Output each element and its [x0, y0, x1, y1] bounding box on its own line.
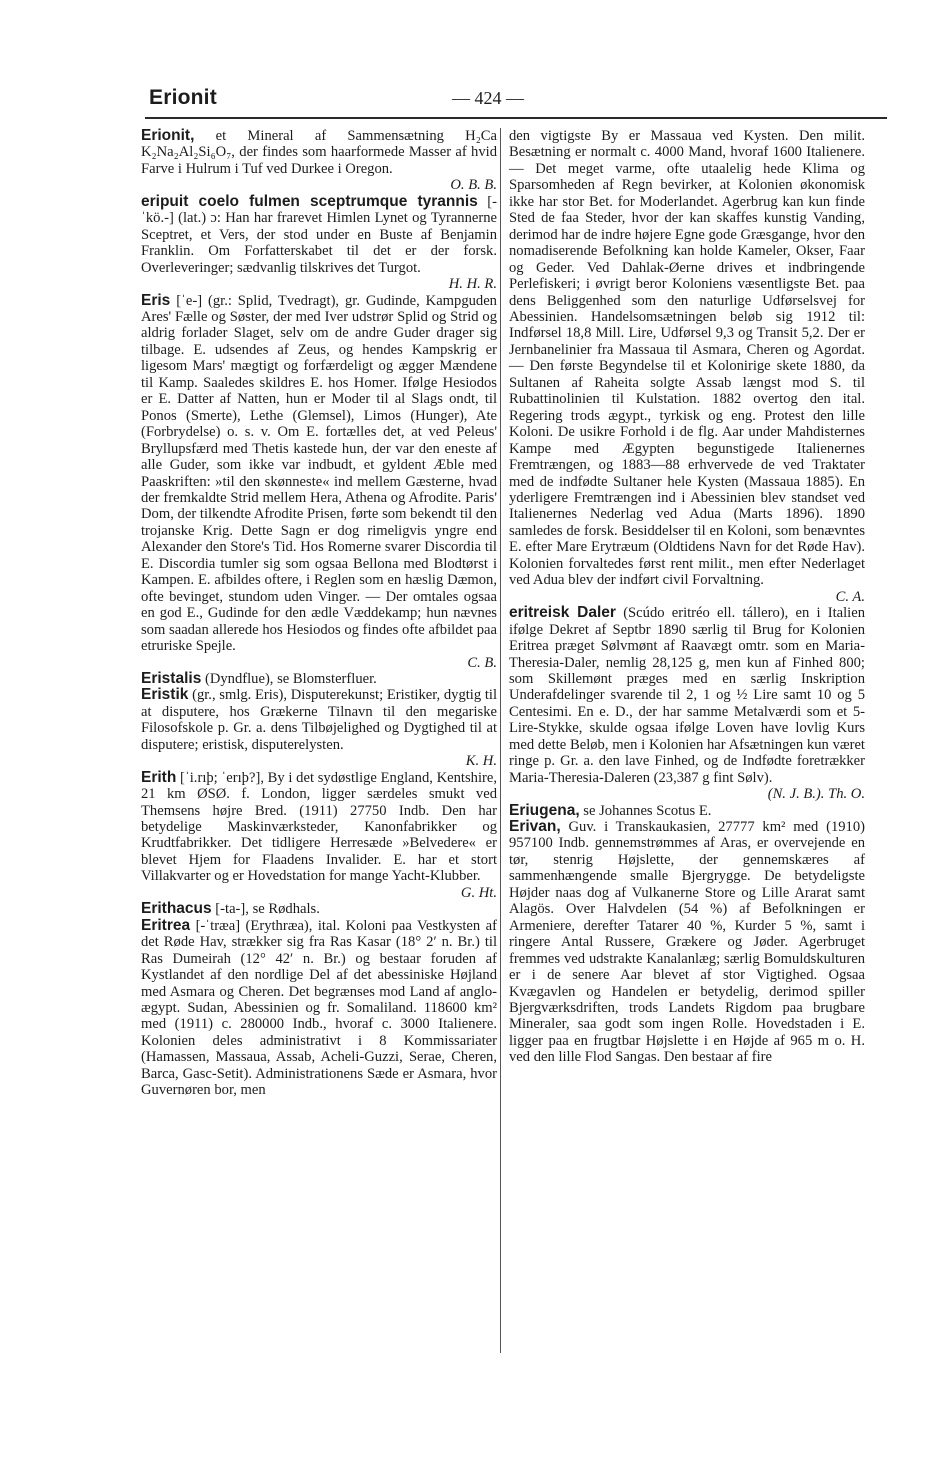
entry-signature: (N. J. B.). Th. O.: [767, 786, 865, 803]
right-column: [509, 128, 865, 1066]
entry-text: (Dyndflue), se Blomsterfluer.: [204, 670, 377, 687]
entry-headword: eritreisk Daler: [509, 604, 616, 622]
entry-headword: Erionit,: [141, 127, 195, 144]
entry-text: [ˈi.rıþ; ˈerıþ?], By i det sydøstlige England, Kentshire, 21 km ØSØ. f. London, ligger særdeles smukt ved Themsens højre Bred. (1911) 27750 Indb. Den har betydelige Maskinværksteder, Kanonfabrikker og Krudtfabrikker. Det tidligere Herresæde »Belvedere« er blevet Hjem for Flaadens Invalider. E. har et stort Villakvarter og er Hovedstation for mange Yacht-Klubber.: [141, 769, 497, 885]
entry-eristalis: [141, 671, 497, 687]
entry-erith: [141, 770, 497, 902]
entry-eris: [141, 293, 497, 671]
entry-text: [-ˈtræa] (Erythræa), ital. Koloni paa Vestkysten af det Røde Hav, strækker sig fra Ras Kasar (18° 2′ n. Br.) til Ras Dumeirah (12° 42′ n. Br.) og bestaar foruden af Kystlandet af den nordlige Del af det abessiniske Højland med Asmara og Cheren. Det begrænses mod Land af anglo-ægypt. Sudan, Abessinien og fr. Somaliland. 118600 km² med (1911) c. 280000 Indb., hvoraf c. 3000 Italienere. Kolonien deles administrativt i 8 Kommissariater (Hamassen, Massaua, Assab, Acheli-Guzzi, Serae, Cheren, Barca, Gasc-Setit). Administrationens Sæde er Asmara, hvor Guvernøren bor, men: [141, 917, 497, 1099]
entry-signature: C. B.: [467, 654, 497, 671]
entry-text: [-ta-], se Rødhals.: [215, 901, 320, 918]
entry-signature: H. H. R.: [448, 276, 497, 293]
entry-text: (gr., smlg. Eris), Disputerekunst; Eristiker, dygtig til at disputere, hos Grækerne Tilnavn til den megariske Filosofskole p. Gr. a. dens Tilbøjelighed og Dygtighed til at disputere; eristisk, disputerelysten.: [141, 687, 497, 753]
header-rule: [145, 117, 887, 119]
entry-signature: O. B. B.: [450, 177, 497, 194]
entry-signature: C. A.: [835, 588, 865, 605]
entry-eritrea-continued: [509, 128, 865, 605]
entry-signature: K. H.: [465, 753, 497, 770]
entry-eristik: [141, 687, 497, 769]
entry-headword: Eristalis: [141, 669, 202, 687]
entry-text: et Mineral af Sammensætning H₂Ca K₂Na₂Al₂Si₆O₇, der findes som haarformede Masser af hvid Farve i Hulrum i Tuf ved Durkee i Oregon.: [141, 128, 497, 177]
entry-headword: Eriugena,: [509, 801, 580, 819]
entry-headword: Eristik: [141, 686, 189, 704]
entry-headword: Eris: [141, 291, 171, 309]
entry-text: Guv. i Transkaukasien, 27777 km² med (1910) 957100 Indb. gennemstrømmes af Aras, er overvejende en tør, stenrig Højslette, der gennemskæres af sammenhængende smalle Bjergrygge. De betydeligste Højder naas dog af Vulkanerne Store og Lille Ararat samt Alagös. Over Halvdelen (54 %) af Befolkningen er Armeniere, derefter Tatarer 40 %, Kurder 5 %, samt i ringere Antal Russere, Grækere og Jøder. Agerbruget fremmes ved udstrakte Kanalanlæg; særlig Bomuldskulturen er i de senere Aar blevet af stor Vigtighed. Ogsaa Kvægavlen og Handelen er betydelig, derimod spiller Bjergværksdriften, trods Landets Rigdom paa brugbare Mineraler, saa godt som ingen Rolle. Hovedstaden i E. ligger paa en frugtbar Højslette i en Højde af 965 m o. H. ved den lille Flod Sangas. Den bestaar af fire: [509, 819, 865, 1066]
entry-text: [ˈe-] (gr.: Splid, Tvedragt), gr. Gudinde, Kampguden Ares' Fælle og Søster, der med Iver udstrør Splid og Strid og aldrig forlader Slaget, selv om de andre Guder drager sig tilbage. E. udsendes af Zeus, og hendes Kampskrig er ligesom Mars' mægtigt og forfærdeligt og ægger Mændene til Kamp. Saaledes skildres E. hos Homer. Ifølge Hesiodos er E. Datter af Natten, hun er Moder til al Slags ondt, til Ponos (Smerte), Lethe (Glemsel), Limos (Hunger), Ate (Forbrydelse) o. s. v. Om E. fortælles det, at ved Peleus' Bryllupsfærd med Thetis kastede hun, der var den eneste af alle Guder, som ikke var indbudt, et gyldent Æble med Paaskriften: »til den skønneste« ind mellem Gæsterne, hvad der fremkaldte Strid mellem Hera, Athena og Afrodite. Paris' Dom, der tilkendte Afrodite Prisen, førte som bekendt til den trojanske Krig. Dette Sagn er dog rimeligvis yngre end Alexander den Store's Tid. Hos Romerne svarer Discordia til E. Discordia tumler sig som ogsaa Bellona med Blodtørst i Kampen. E. afbildes oftere, i Reglen som en hæslig Dæmon, ofte bevinget, stundom uden Vinger. — Der omtales ogsaa en god E., Gudinde for den ædle Væddekamp; hun nævnes som saadan allerede hos Hesiodos og findes ofte afbildet paa etruriske Spejle.: [141, 292, 497, 655]
entry-text: (Scúdo eritréo ell. tállero), en i Italien ifølge Dekret af Septbr 1890 særlig til Brug for Kolonien Eritrea præget Sølvmønt af Raavægt omtr. som en Maria-Theresia-Daler, nemlig 28,125 g, men kun af Finhed 800; som Skillemønt præges med en særlig Inskription Underafdelinger svarende til 2, 1 og ½ Lire samt 10 og 5 Centesimi. En e. D., der har samme Metalværdi som et 5-Lire-Stykke, skulde ogsaa ifølge Loven have lovlig Kurs med dette Beløb, men i Kolonien har Afsætningen kun været ringe p. Gr. a. den lave Finhed, og de Indfødte foretrækker Maria-Theresia-Daleren (23,387 g fint Sølv).: [509, 605, 865, 786]
entry-eriugena: [509, 803, 865, 819]
entry-eritrea: [141, 918, 497, 1099]
entry-erionit: [141, 128, 497, 194]
entry-text: [-ˈkö.-] (lat.) ɔ: Han har frarevet Himlen Lynet og Tyrannerne Sceptret, et Vers, der stod under en Buste af Benjamin Franklin. Om Forfatterskabet til det er der forsk. Overleveringer; sædvanlig tilskrives det Turgot.: [141, 193, 497, 276]
entry-eritreisk-daler: [509, 605, 865, 802]
entry-headword: Eritrea: [141, 916, 191, 934]
entry-signature: G. Ht.: [460, 884, 497, 901]
entry-erivan: [509, 819, 865, 1066]
entry-headword: eripuit coelo fulmen sceptrumque tyrannis: [141, 192, 478, 210]
entry-headword: Erivan,: [509, 818, 561, 836]
column-divider: [500, 128, 501, 1353]
page-number: — 424 —: [452, 88, 524, 108]
entry-text: den vigtigste By er Massaua ved Kysten. Den milit. Besætning er normalt c. 4000 Mand, hvoraf 1600 Italienere. — Det meget varme, ofte utaalelig hede Klima og Sparsomheden af Regn bevirker, at Kolonien økonomisk ikke har stor Bet. for Moderlandet. Agerbrug kan kun finde Sted de faa Steder, hvor der kan skaffes kunstig Vanding, derimod har de indre højere Egne gode Græsgange, hvor den nomadiserende Befolkning kan holde Kameler, Okser, Faar og Geder. Ved Dahlak-Øerne drives et indbringende Perlefiskeri; i øvrigt beror Koloniens væsentligste Bet. paa dens Beliggenhed som den naturlige Udførselsvej for Abessinien. Handelsomsætningen beløb sig 1912 til: Indførsel 18,8 Mill. Lire, Udførsel 9,3 og Transit 5,2. Der er Jernbanelinier fra Massaua til Asmara, Cheren og Agordat. — Den første Begyndelse til et Kolonirige skete 1880, da Sultanen af Raheita solgte Assab længst mod S. til Rubattinolinien til Kulstation. 1882 overtog den ital. Regering trods ægypt., tyrkisk og eng. Protest den lille Koloni. De usikre Forhold i de flg. Aar under Mahdisternes Kampe med Ægypten begunstigede Italienernes Fremtrængen, og 1883—88 erhvervede de ved Traktater med de indfødte Sultaner hele Kysten (Massaua 1885). En yderligere Fremtrængen ind i Abessinien blev standset ved Italienernes Nederlag ved Adua (Marts 1896). 1890 samledes de forsk. Besiddelser til en Koloni, som benævntes E. efter Mare Erytræum (Oldtidens Navn for det Røde Hav). Kolonien forvaltedes først rent milit., men efter Nederlaget ved Adua blev der indført civil Forvaltning.: [509, 128, 865, 589]
entry-headword: Erithacus: [141, 900, 212, 918]
entry-headword: Erith: [141, 768, 177, 786]
entry-text: se Johannes Scotus E.: [583, 802, 712, 819]
entry-eripuit: [141, 194, 497, 293]
left-column: [141, 128, 497, 1099]
entry-erithacus: [141, 901, 497, 917]
running-head: Erionit: [149, 86, 217, 109]
